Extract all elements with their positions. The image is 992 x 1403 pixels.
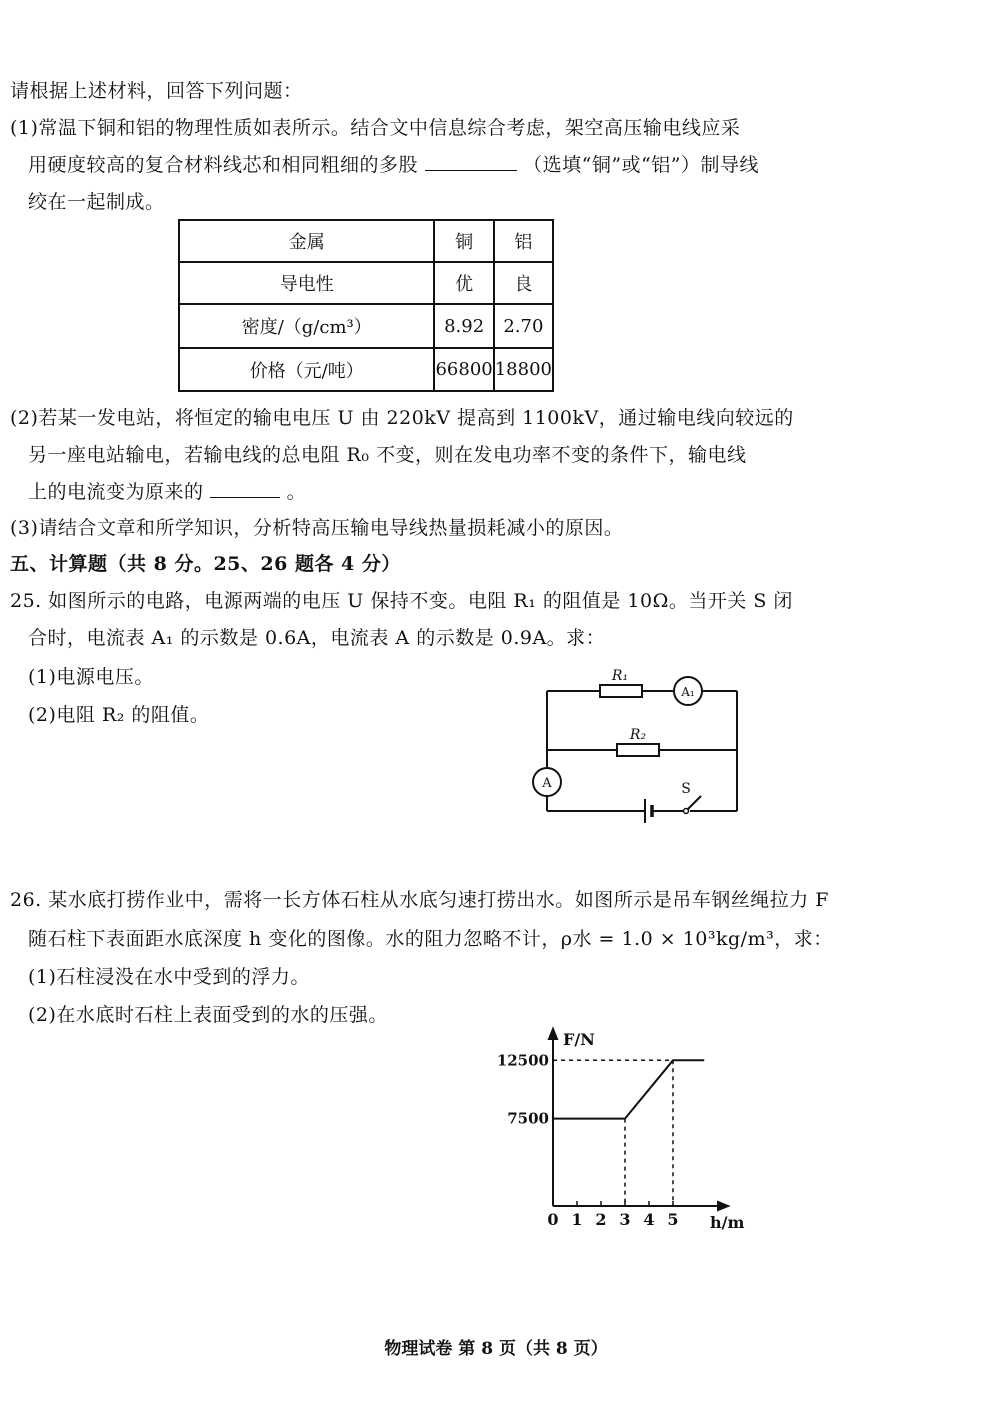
intro-text: 请根据上述材料，回答下列问题： [10,80,303,102]
table-row-label: 密度/（g/cm³） [179,304,434,348]
q26-sub2: (2)在水底时石柱上表面受到的水的压强。 [28,1004,388,1026]
q1-line2 [28,150,759,177]
q2-line3-text-a: 上的电流变为原来的 [28,481,204,503]
q1-line1: (1)常温下铜和铝的物理性质如表所示。结合文中信息综合考虑，架空高压输电线应采 [10,117,741,139]
table-cell: 良 [494,262,553,304]
x-tick-label: 3 [619,1210,631,1229]
metal-properties-table [178,219,554,392]
q25-sub1: (1)电源电压。 [28,666,154,688]
table-cell: 18800 [494,348,553,391]
table-header-row [179,220,553,262]
y-tick-label: 12500 [496,1051,549,1070]
force-depth-chart [480,1025,760,1235]
table-cell: 8.92 [434,304,493,348]
q2-line1: (2)若某一发电站，将恒定的输电电压 U 由 220kV 提高到 1100kV，通过输电线向较远的 [10,407,794,429]
q25-line2: 合时，电流表 A₁ 的示数是 0.6A，电流表 A 的示数是 0.9A。求： [28,627,606,649]
y-tick-label: 7500 [507,1109,549,1128]
x-axis-label: h/m [710,1213,745,1232]
section-5-heading: 五、计算题（共 8 分。25、26 题各 4 分） [10,553,401,575]
x-tick-label: 2 [595,1210,607,1229]
q26-line1: 26. 某水底打捞作业中，需将一长方体石柱从水底匀速打捞出水。如图所示是吊车钢丝绳拉力 F [10,889,829,911]
resistor-r2 [617,744,659,756]
q3-text: (3)请结合文章和所学知识，分析特高压输电导线热量损耗减小的原因。 [10,517,624,539]
resistor-r1 [600,685,642,697]
q2-line3-text-b: 。 [286,481,307,503]
table-row [179,262,553,304]
label-a1: A₁ [681,685,695,699]
q1-line2-text-a: 用硬度较高的复合材料线芯和相同粗细的多股 [28,154,419,176]
label-r1: R₁ [611,668,629,684]
table-header-metal: 金属 [179,220,434,262]
q26-sub1: (1)石柱浸没在水中受到的浮力。 [28,966,310,988]
table-row [179,348,553,391]
table-row-label: 价格（元/吨） [179,348,434,391]
series-line-0 [553,1060,704,1118]
page-footer: 物理试卷 第 8 页（共 8 页） [384,1339,608,1359]
y-axis-label: F/N [563,1030,595,1049]
q2-answer-blank[interactable] [210,496,280,498]
q2-line3 [28,477,306,504]
x-tick-label: 1 [571,1210,583,1229]
q1-line2-text-b: （选填“铜”或“铝”）制导线 [523,154,759,176]
table-cell: 66800 [434,348,493,391]
table-cell: 2.70 [494,304,553,348]
label-a: A [542,776,552,791]
q1-line3: 绞在一起制成。 [28,191,165,213]
y-axis-arrow-icon [549,1029,557,1039]
q25-sub2: (2)电阻 R₂ 的阻值。 [28,704,210,726]
label-s: S [681,781,691,797]
table-row-label: 导电性 [179,262,434,304]
x-tick-label: 5 [667,1210,679,1229]
q1-answer-blank[interactable] [425,169,517,171]
circuit-diagram [520,665,750,825]
table-cell: 优 [434,262,493,304]
x-tick-label: 4 [643,1210,655,1229]
q2-line2: 另一座电站输电，若输电线的总电阻 R₀ 不变，则在发电功率不变的条件下，输电线 [28,444,747,466]
label-r2: R₂ [629,727,647,743]
table-header-copper: 铜 [434,220,493,262]
table-header-aluminum: 铝 [494,220,553,262]
q25-line1: 25. 如图所示的电路，电源两端的电压 U 保持不变。电阻 R₁ 的阻值是 10Ω。当开关 S 闭 [10,590,793,612]
q26-line2: 随石柱下表面距水底深度 h 变化的图像。水的阻力忽略不计，ρ水 = 1.0 × 10³kg/m³，求： [28,928,833,950]
x-tick-label: 0 [547,1210,559,1229]
x-axis-arrow-icon [718,1202,728,1210]
table-row [179,304,553,348]
